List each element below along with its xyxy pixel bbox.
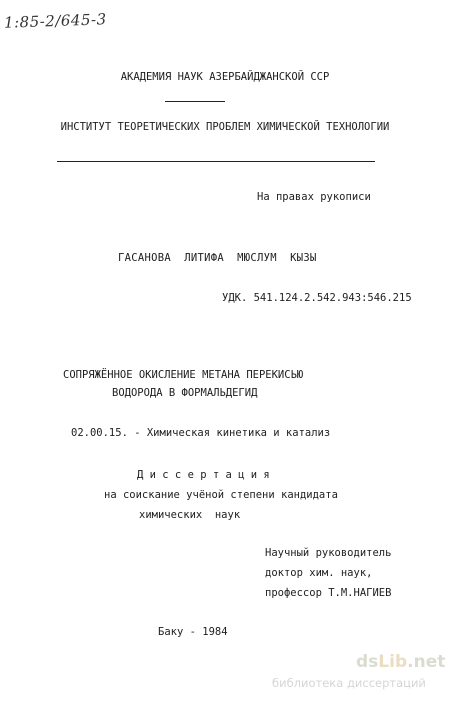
thesis-title-line-1: СОПРЯЖЁННОЕ ОКИСЛЕНИЕ МЕТАНА ПЕРЕКИСЬЮ bbox=[63, 369, 304, 381]
handwritten-archive-number: 1:85-2/645-3 bbox=[3, 10, 107, 32]
udk-code: УДК. 541.124.2.542.943:546.215 bbox=[222, 292, 412, 304]
watermark-ds: ds bbox=[356, 652, 379, 672]
institute-heading: ИНСТИТУТ ТЕОРЕТИЧЕСКИХ ПРОБЛЕМ ХИМИЧЕСКОЙ ТЕХНОЛОГИИ bbox=[60, 121, 390, 133]
dissertation-degree: на соискание учёной степени кандидата bbox=[104, 489, 338, 501]
dslib-watermark-logo bbox=[356, 652, 445, 672]
city-year: Баку - 1984 bbox=[158, 626, 228, 638]
supervisor-name: профессор Т.М.НАГИЕВ bbox=[265, 587, 392, 599]
watermark-lib: Lib bbox=[378, 652, 408, 672]
watermark-net: .net bbox=[407, 652, 446, 672]
author-name: ГАСАНОВА ЛИТИФА МЮСЛУМ КЫЗЫ bbox=[118, 252, 317, 264]
supervisor-degree: доктор хим. наук, bbox=[265, 567, 373, 579]
long-divider bbox=[57, 161, 375, 162]
dslib-watermark-subtitle: библиотека диссертаций bbox=[272, 676, 426, 690]
dissertation-field: химических наук bbox=[139, 509, 241, 521]
dissertation-heading: Д и с с е р т а ц и я bbox=[137, 469, 270, 481]
thesis-title-line-2: ВОДОРОДА В ФОРМАЛЬДЕГИД bbox=[112, 387, 258, 399]
supervisor-role: Научный руководитель bbox=[265, 547, 392, 559]
rights-note: На правах рукописи bbox=[257, 191, 371, 203]
specialty-code: 02.00.15. - Химическая кинетика и катализ bbox=[71, 427, 331, 439]
short-divider bbox=[165, 101, 225, 102]
academy-heading: АКАДЕМИЯ НАУК АЗЕРБАЙДЖАНСКОЙ ССР bbox=[120, 71, 330, 83]
